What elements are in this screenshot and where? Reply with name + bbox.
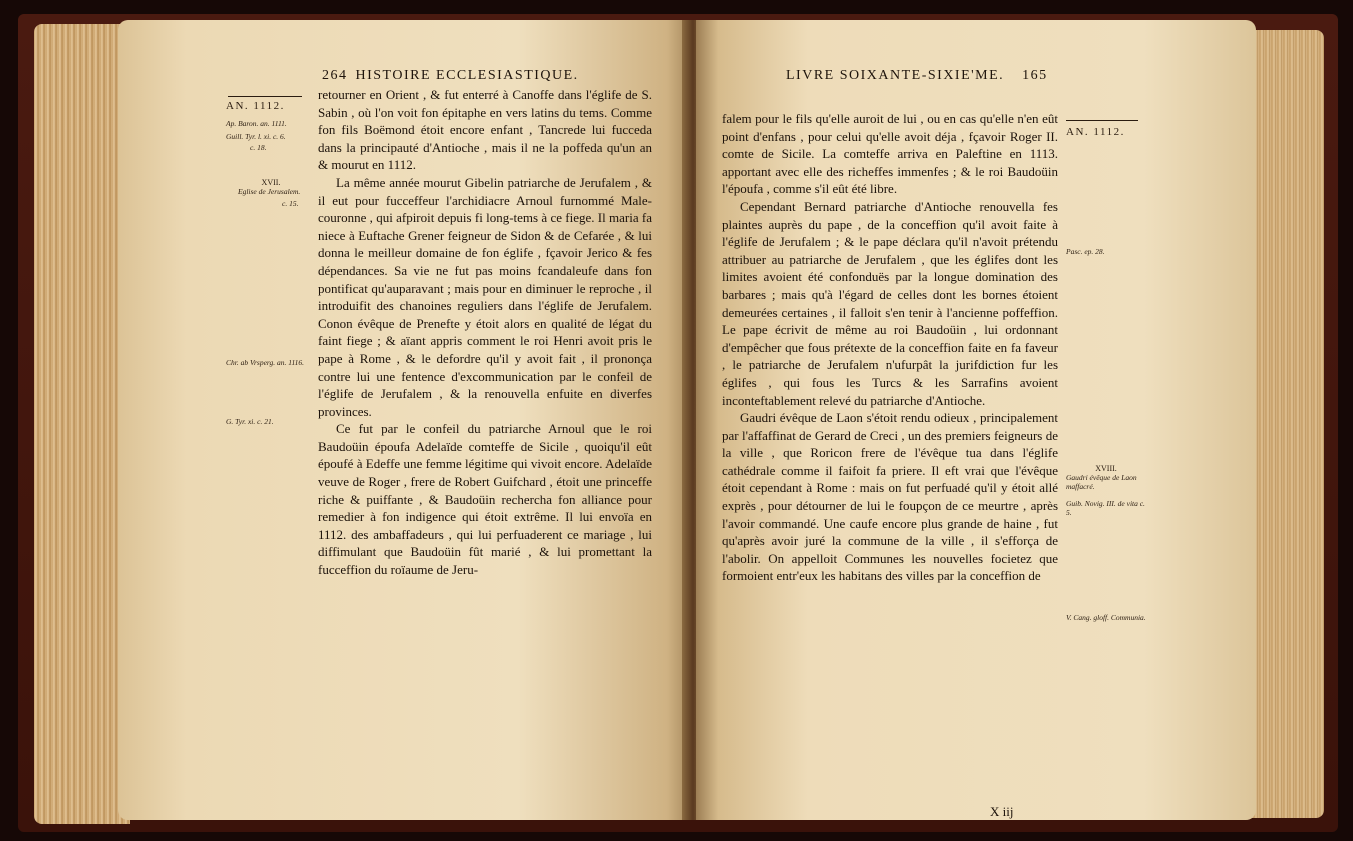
left-body-text bbox=[318, 86, 652, 579]
right-margin-note-1: Pasc. ep. 28. bbox=[1066, 247, 1105, 256]
right-paragraph-1: falem pour le fils qu'elle auroit de lui , ou en cas qu'elle n'en eût point d'enfans , pour celui qu'elle avoit déja , fçavoir Roger II. comte de Sicile. La comteffe arriva en Paleftine en 1113. apportant avec elle des richeffes immenfes ; & le roi Baudoüin l'époufa , comme s'il eût été libre. bbox=[722, 111, 1058, 197]
right-section-number: XVIII. bbox=[1095, 464, 1117, 473]
right-paragraph-3: Gaudri évêque de Laon s'étoit rendu odieux , principalement par l'affaffinat de Gerard de Creci , un des premiers feigneurs de la ville , que Roricon frere de l'évêque tua dans l'églife cathédrale comme il faifoit fa priere. Il eft vrai que l'évêque étoit cependant à Rome : mais on fut perfuadé qu'il y étoit allé exprès , pour détourner de lui le foupçon de ce meurtre , après l'avoir commandé. Une caufe encore plus grande de haine , fut qu'après avoir juré la commune de la ville , il s'efforça de l'abolir. On appelloit Communes les nouvelles focietez que formoient entr'eux les habitans des villes par la conceffion de bbox=[722, 410, 1058, 584]
left-margin-year: AN. 1112. bbox=[226, 100, 285, 112]
right-head-title: LIVRE SOIXANTE-SIXIE'ME. bbox=[786, 68, 1005, 83]
right-margin-year: AN. 1112. bbox=[1066, 126, 1125, 138]
right-section-title: Gaudri évêque de Laon maffacré. bbox=[1066, 473, 1137, 491]
left-margin-note-2: Guill. Tyr. l. xi. c. 6. bbox=[226, 132, 286, 141]
left-margin-note-3: c. 18. bbox=[250, 143, 267, 152]
left-section-title: Eglise de Jerusalem. bbox=[238, 187, 301, 196]
right-margin-notes bbox=[1066, 126, 1146, 622]
left-margin-note-1: Ap. Baron. an. 1111. bbox=[226, 119, 287, 128]
left-paragraph-3: Ce fut par le confeil du patriarche Arnoul que le roi Baudoüin époufa Adelaïde comteffe de Sicile , quoiqu'il eût époufé à Edeffe une femme légitime qui vivoit encore. Adelaïde veuve de Roger , frere de Robert Guifchard , étoit une princeffe riche & puiffante , & Baudoüin rechercha fon alliance pour remedier à fon indigence qui étoit extrême. Il lui envoïa en 1112. des ambaffadeurs , qui lui perfuaderent ce mariage , lui diffimulant que Baudoüin fût marié , & lui promettant la fucceffion du roïaume de Jeru- bbox=[318, 421, 652, 578]
left-head-title: HISTOIRE ECCLESIASTIQUE. bbox=[355, 68, 579, 83]
page-edges-left bbox=[34, 24, 130, 824]
right-margin-rule bbox=[1066, 120, 1138, 121]
left-page-number: 264 bbox=[322, 68, 348, 83]
left-margin-notes bbox=[226, 100, 316, 426]
left-margin-note-4: c. 15. bbox=[282, 199, 299, 208]
right-paragraph-2: Cependant Bernard patriarche d'Antioche renouvella fes plaintes auprès du pape , de la conceffion qu'il avoit faite à l'églife de Jerufalem ; & le pape déclara qu'il n'avoit prétendu attribuer au patriarche de Jerufalem , que les églifes dont les limites avoient été confonduës par la longue domination des barbares ; mais qu'à l'égard de celles dont les bornes étoient demeurées certaines , il falloit s'en tenir à l'ancienne poffeffion. Le pape écrivit de même au roi Baudoüin , lui ordonnant d'empêcher que fous prétexte de la conceffion faite en fa faveur , le patriarche de Jerufalem n'ufurpât la jurifdiction fur les églifes , qui fous les Turcs & les Sarrafins avoient inconteftablement relevé du patriarche d'Antioche. bbox=[722, 198, 1058, 408]
right-page-number: 165 bbox=[1022, 68, 1048, 83]
left-paragraph-1: retourner en Orient , & fut enterré à Canoffe dans l'églife de S. Sabin , où l'on voit fon épitaphe en vers latins du tems. Comme fon fils Boëmond étoit encore enfant , Tancrede lui fucceda dans la principauté d'Antioche , mais il ne la poffeda qu'un an & mourut en 1112. bbox=[318, 87, 652, 173]
left-margin-note-6: G. Tyr. xi. c. 21. bbox=[226, 417, 274, 426]
right-body-text bbox=[722, 110, 1058, 585]
left-section-number: XVII. bbox=[261, 178, 281, 187]
left-margin-rule bbox=[228, 96, 302, 97]
left-running-head bbox=[322, 68, 579, 84]
right-margin-note-2: Guib. Novig. III. de vita c. 5. bbox=[1066, 499, 1145, 517]
right-margin-note-3: V. Cang. gloff. Communia. bbox=[1066, 613, 1146, 622]
signature-mark: X iij bbox=[990, 804, 1014, 819]
left-paragraph-2: La même année mourut Gibelin patriarche de Jerufalem , & il eut pour fucceffeur l'archidiacre Arnoul furnommé Male-couronne , qui afpiroit depuis fi long-tems à ce fiege. Il maria fa niece à Euftache Grener feigneur de Sidon & de Cefarée , & lui donna le meilleur domaine de fon églife , fçavoir Jerico & fes dépendances. Sa vie ne fut pas moins fcandaleufe dans fon pontificat qu'auparavant ; mais pour en diminuer le reproche , il introduifit des chanoines reguliers dans l'églife de Jerufalem. Conon évêque de Prenefte y étoit alors en qualité de légat du faint fiege ; & aïant appris comment le roi Henri avoit pris le pape à Rome , & le defordre qu'il y avoit fait , il prononça contre lui une fentence d'excommunication par le confeil de l'églife de Jerufalem , & la renouvella enfuite en diverfes provinces. bbox=[318, 174, 652, 419]
right-running-head bbox=[786, 68, 1048, 84]
left-margin-note-5: Chr. ab Vrsperg. an. 1116. bbox=[226, 358, 305, 367]
